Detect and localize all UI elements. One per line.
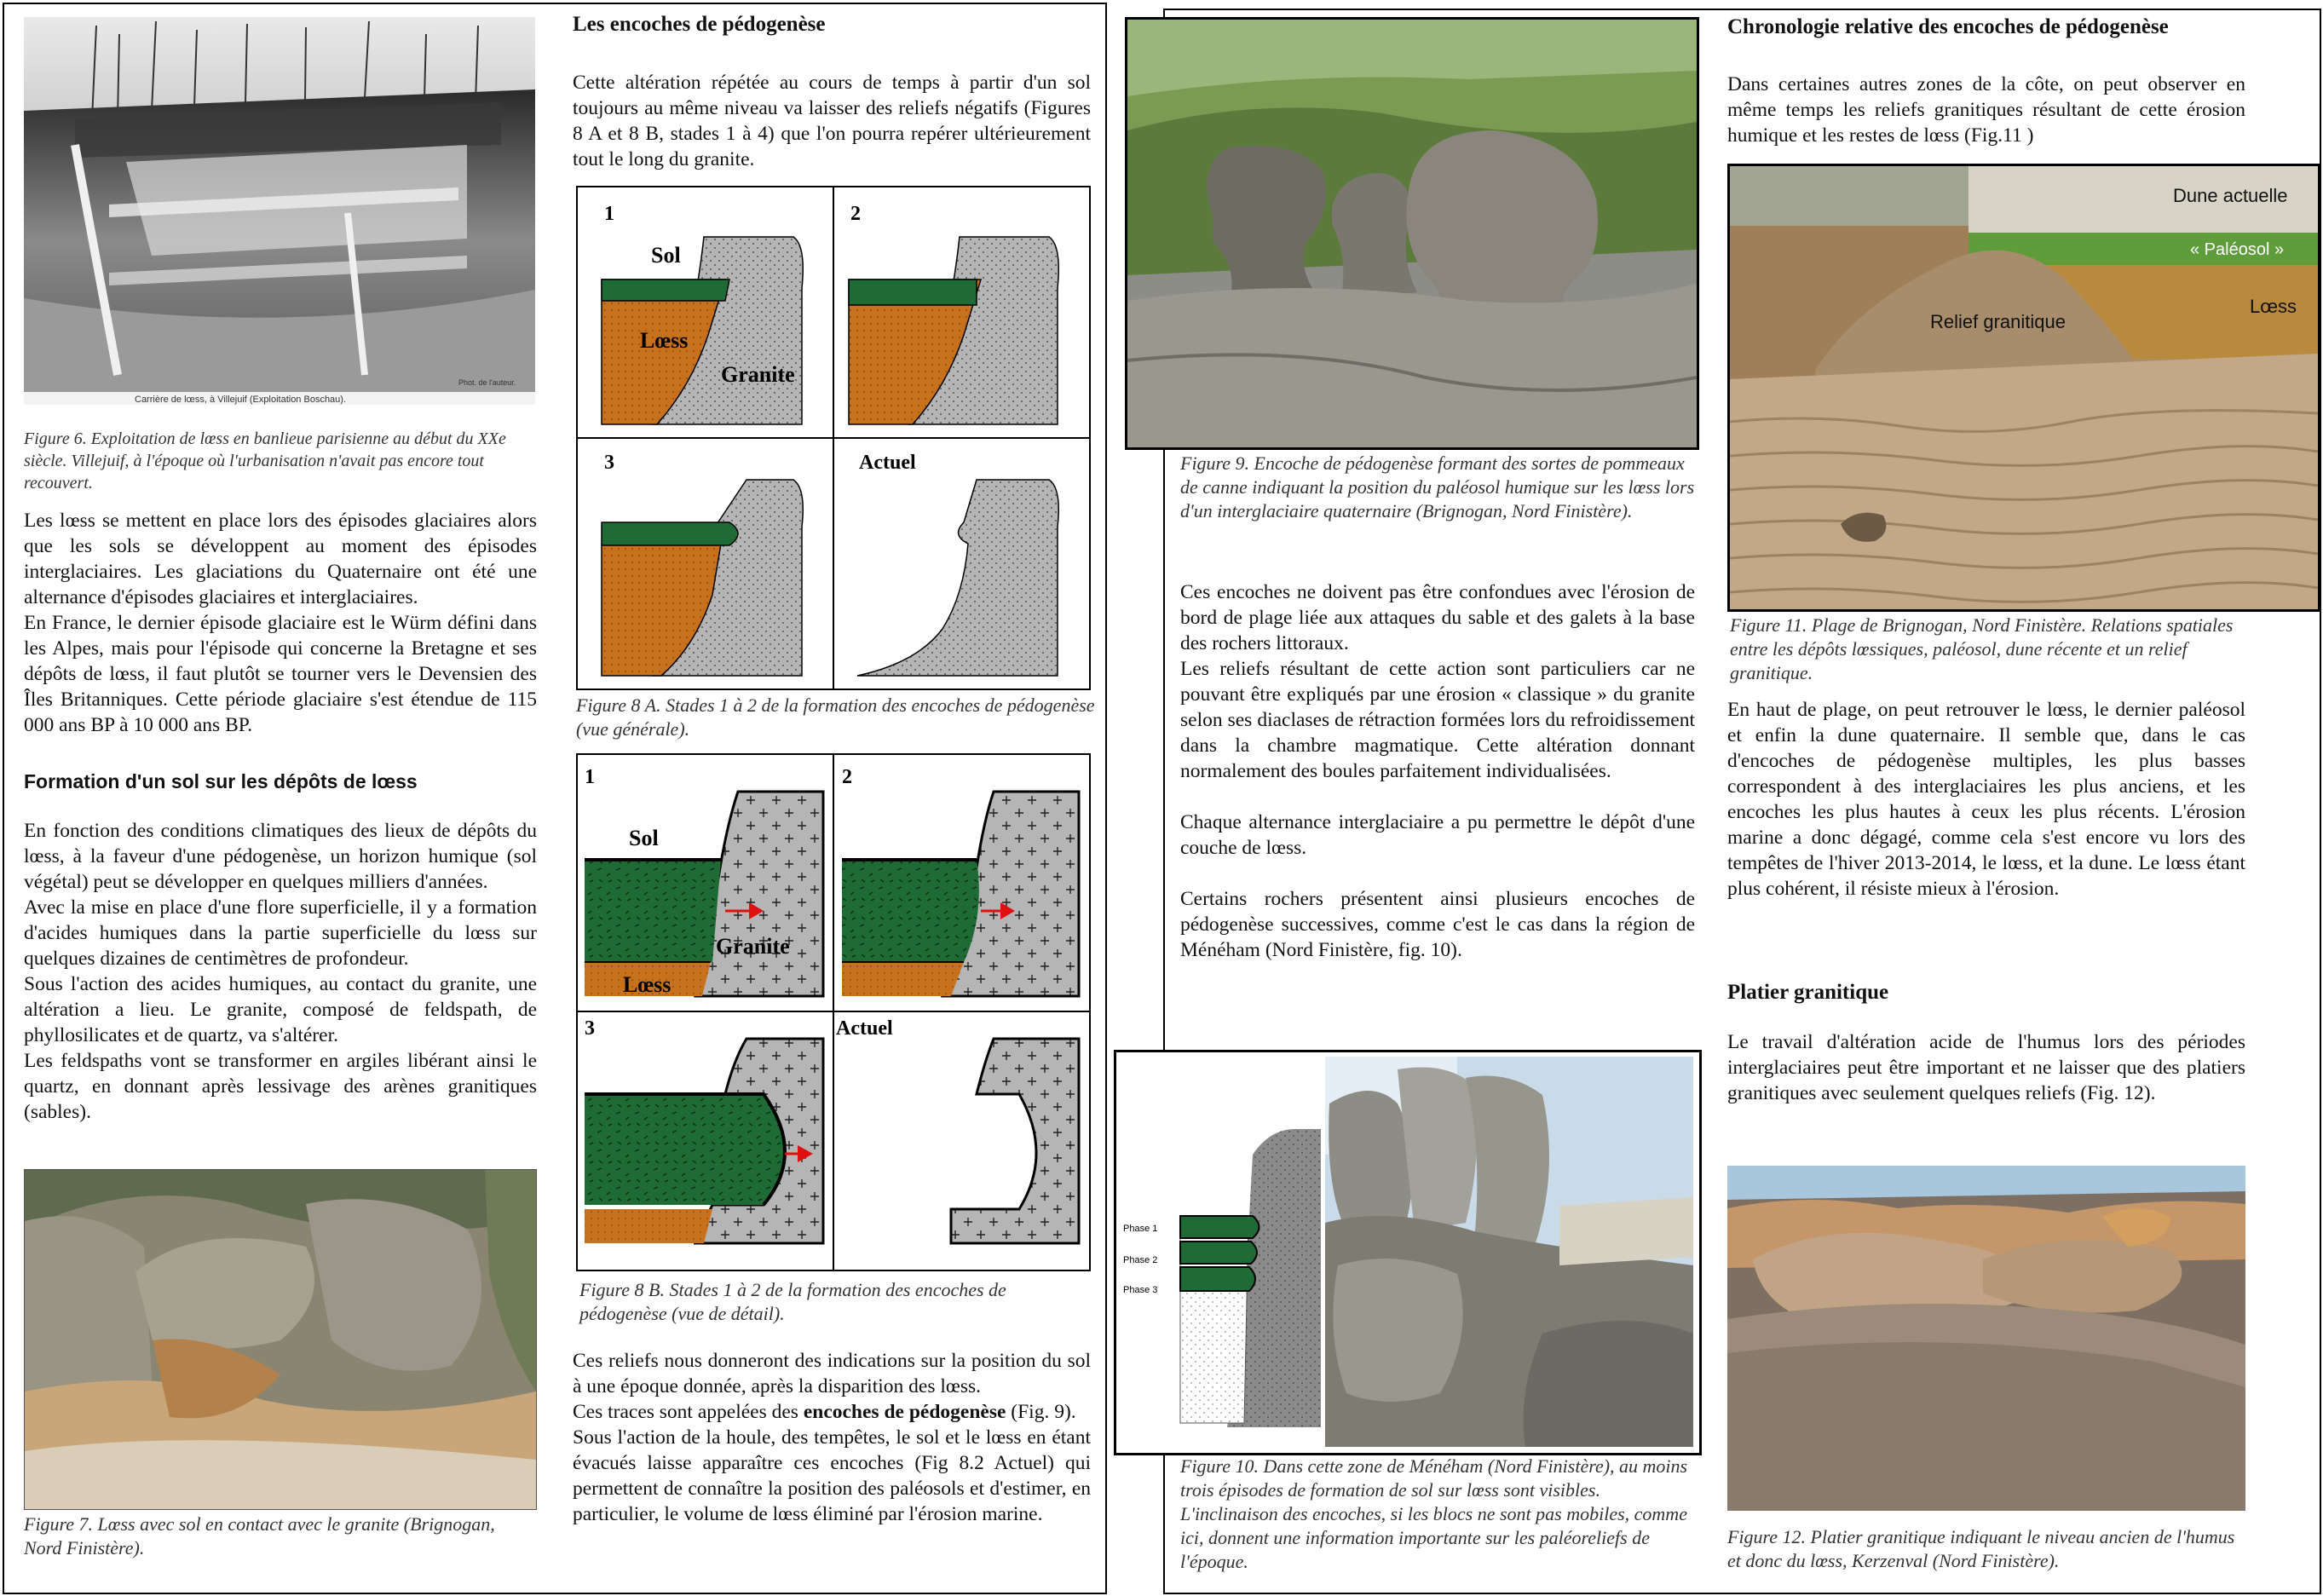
figure-11-photo — [1727, 164, 2320, 612]
col2-paragraph: Ces reliefs nous donneront des indications sur la position du sol à une époque donnée, après la disparition des lœss. — [573, 1350, 1091, 1397]
col2-paragraph-end: (Fig. 9). — [1006, 1401, 1076, 1423]
figure-8a-stage-2: 2 — [850, 203, 861, 225]
col1-body-1 — [24, 508, 537, 738]
figure-8a-caption: Figure 8 A. Stades 1 à 2 de la formation des encoches de pédogenèse (vue générale). — [576, 694, 1095, 740]
figure-11-dune-label: Dune actuelle — [2173, 185, 2288, 206]
figure-8b-stage-3: 3 — [585, 1017, 595, 1040]
figure-10-phase-1: Phase 1 — [1123, 1224, 1158, 1234]
figure-8a-diagram — [576, 186, 1091, 690]
col4-heading-2: Platier granitique — [1727, 981, 1889, 1004]
figure-12-photo — [1727, 1166, 2245, 1511]
col1-paragraph: Avec la mise en place d'une flore superficielle, il y a formation d'acides humiques dans la partie superficielle du lœss sur quelques dizaines de centimètres de profondeur. — [24, 896, 537, 970]
col3-paragraph: Les reliefs résultant de cette action sont particuliers car ne pouvant être expliqués par une érosion « classique » du granite selon ses diaclases de rétraction formées lors du refroidissement dans la chambre magmatique. Cette altération donnant normalement des boules parfaitement individualisées. — [1180, 658, 1695, 782]
col1-paragraph: Les feldspaths vont se transformer en argiles libérant ainsi le quartz, en donnant après lessivage des arènes granitiques (sables). — [24, 1050, 537, 1123]
col3-paragraph: Chaque alternance interglaciaire a pu permettre le dépôt d'une couche de lœss. — [1180, 811, 1695, 859]
col2-intro: Cette altération répétée au cours de temps à partir d'un sol toujours au même niveau va laisser des reliefs négatifs (Figures 8 A et 8 B, stades 1 à 4) que l'on pourra repérer ultérieurement tout le long du granite. — [573, 72, 1091, 170]
col4-heading: Chronologie relative des encoches de pédogenèse — [1727, 15, 2169, 38]
col4-body-2: Le travail d'altération acide de l'humus lors des périodes interglaciaires peut être important et ne laisser que des platiers granitiques avec seulement quelques reliefs (Fig. 12). — [1727, 1031, 2245, 1104]
col2-paragraph — [573, 1399, 1091, 1425]
figure-8b-sol-label: Sol — [629, 826, 659, 850]
col3-body — [1180, 579, 1695, 963]
figure-8b-stage-1: 1 — [585, 766, 595, 788]
figure-8a-stage-actuel: Actuel — [859, 452, 916, 474]
col2-paragraph: Sous l'action de la houle, des tempêtes, le sol et le lœss en étant évacués laisse apparaître ces encoches (Fig 8.2 Actuel) qui permettent de connaître la position des paléosols et d'estimer, en particulier, le volume de lœss éliminé par l'érosion marine. — [573, 1426, 1091, 1525]
figure-8b-stage-2: 2 — [842, 766, 852, 788]
col4-body-1: En haut de plage, on peut retrouver le lœss, le dernier paléosol et enfin la dune quaternaire. Il semble que, dans le cas d'encoches de pédogenèse multiples, les plus basses correspondent à des interglaciaires les plus anciens, et les encoches les plus hautes à ceux les plus récents. L'érosion marine a donc dégagé, comme cela s'est encore vu lors des tempêtes de l'hiver 2013-2014, le lœss, et la dune. Le lœss étant plus cohérent, il résiste mieux à l'érosion. — [1727, 699, 2245, 900]
col2-body — [573, 1348, 1091, 1527]
col2-paragraph-start: Ces traces sont appelées des — [573, 1401, 804, 1423]
figure-8b-caption: Figure 8 B. Stades 1 à 2 de la formation des encoches de pédogenèse (vue de détail). — [579, 1279, 1006, 1324]
figure-7-photo — [24, 1169, 537, 1510]
figure-8a-stage-1: 1 — [604, 203, 614, 225]
figure-8b-granite-label: Granite — [716, 934, 790, 959]
figure-10-phase-3: Phase 3 — [1123, 1285, 1158, 1295]
figure-10-caption: Figure 10. Dans cette zone de Ménéham (Nord Finistère), au moins trois épisodes de formation de sol sur lœss sont visibles. L'inclinaison des encoches, si les blocs ne sont pas mobiles, comme ici, donnent une information importante sur les paléoreliefs de l'époque. — [1180, 1455, 1688, 1572]
figure-7-caption: Figure 7. Lœss avec sol en contact avec le granite (Brignogan, Nord Finistère). — [24, 1513, 495, 1559]
figure-11-caption: Figure 11. Plage de Brignogan, Nord Finistère. Relations spatiales entre les dépôts lœssiques, paléosol, dune récente et un relief granitique. — [1730, 614, 2234, 683]
col4-intro: Dans certaines autres zones de la côte, on peut observer en même temps les reliefs granitiques résultant de cette érosion humique et les restes de lœss (Fig.11 ) — [1727, 73, 2245, 147]
col1-paragraph: Sous l'action des acides humiques, au contact du granite, une altération a lieu. Le granite, composé de feldspath, de phyllosilicates et de quartz, va s'altérer. — [24, 973, 537, 1046]
key-term-encoches: encoches de pédogenèse — [803, 1401, 1006, 1423]
figure-10 — [1114, 1050, 1702, 1455]
col1-paragraph: Les lœss se mettent en place lors des épisodes glaciaires alors que les sols se développent au moment des épisodes interglaciaires. Les glaciations du Quaternaire ont été une alternance d'épisodes glaciaires et interglaciaires. — [24, 510, 537, 608]
figure-8b-stage-actuel: Actuel — [836, 1017, 893, 1040]
figure-8b-diagram — [576, 753, 1091, 1271]
figure-11-relief-label: Relief granitique — [1930, 311, 2066, 332]
figure-12-caption: Figure 12. Platier granitique indiquant le niveau ancien de l'humus et donc du lœss, Kerzenval (Nord Finistère). — [1727, 1526, 2235, 1571]
figure-9-caption: Figure 9. Encoche de pédogenèse formant des sortes de pommeaux de canne indiquant la position du paléosol humique sur les lœss lors d'un interglaciaire quaternaire (Brignogan, Nord Finistère). — [1180, 452, 1695, 521]
col1-body-2 — [24, 818, 537, 1125]
figure-8a-sol-label: Sol — [651, 243, 681, 268]
figure-11-loess-label: Lœss — [2250, 296, 2297, 317]
col1-paragraph: En fonction des conditions climatiques des lieux de dépôts du lœss, à la faveur d'une pédogenèse, un horizon humique (sol végétal) peut se développer en quelques milliers d'années. — [24, 820, 537, 893]
figure-6-photo — [24, 17, 535, 405]
figure-8a-stage-3: 3 — [604, 452, 614, 474]
figure-8b-loess-label: Lœss — [623, 972, 672, 997]
col1-heading: Formation d'un sol sur les dépôts de lœss — [24, 770, 418, 792]
col1-paragraph: En France, le dernier épisode glaciaire est le Würm défini dans les Alpes, mais pour l'épisode qui concerne la Bretagne et ses dépôts de lœss, il faut plutôt se tourner vers le Devensien des Îles Britanniques. Cette période glaciaire s'est étendue de 115 000 ans BP à 10 000 ans BP. — [24, 612, 537, 736]
figure-10-phase-2: Phase 2 — [1123, 1255, 1158, 1265]
figure-6-photo-caption: Carrière de lœss, à Villejuif (Exploitation Boschau). — [135, 395, 347, 405]
figure-8a-granite-label: Granite — [721, 362, 795, 387]
col3-paragraph: Certains rochers présentent ainsi plusieurs encoches de pédogenèse successives, comme c'est le cas dans la région de Ménéham (Nord Finistère, fig. 10). — [1180, 888, 1695, 961]
figure-6-caption: Figure 6. Exploitation de lœss en banlieue parisienne au début du XXe siècle. Villejuif, à l'époque où l'urbanisation n'avait pas encore tout recouvert. — [24, 429, 506, 493]
figure-11-paleosol-label: « Paléosol » — [2190, 240, 2285, 259]
figure-9-photo — [1125, 17, 1699, 450]
col3-paragraph: Ces encoches ne doivent pas être confondues avec l'érosion de bord de plage liée aux attaques du sable et des galets à la base des rochers littoraux. — [1180, 581, 1695, 654]
figure-6-photo-credit: Phot. de l'auteur. — [458, 378, 516, 387]
figure-8a-loess-label: Lœss — [640, 328, 689, 353]
col2-heading: Les encoches de pédogenèse — [573, 13, 826, 36]
